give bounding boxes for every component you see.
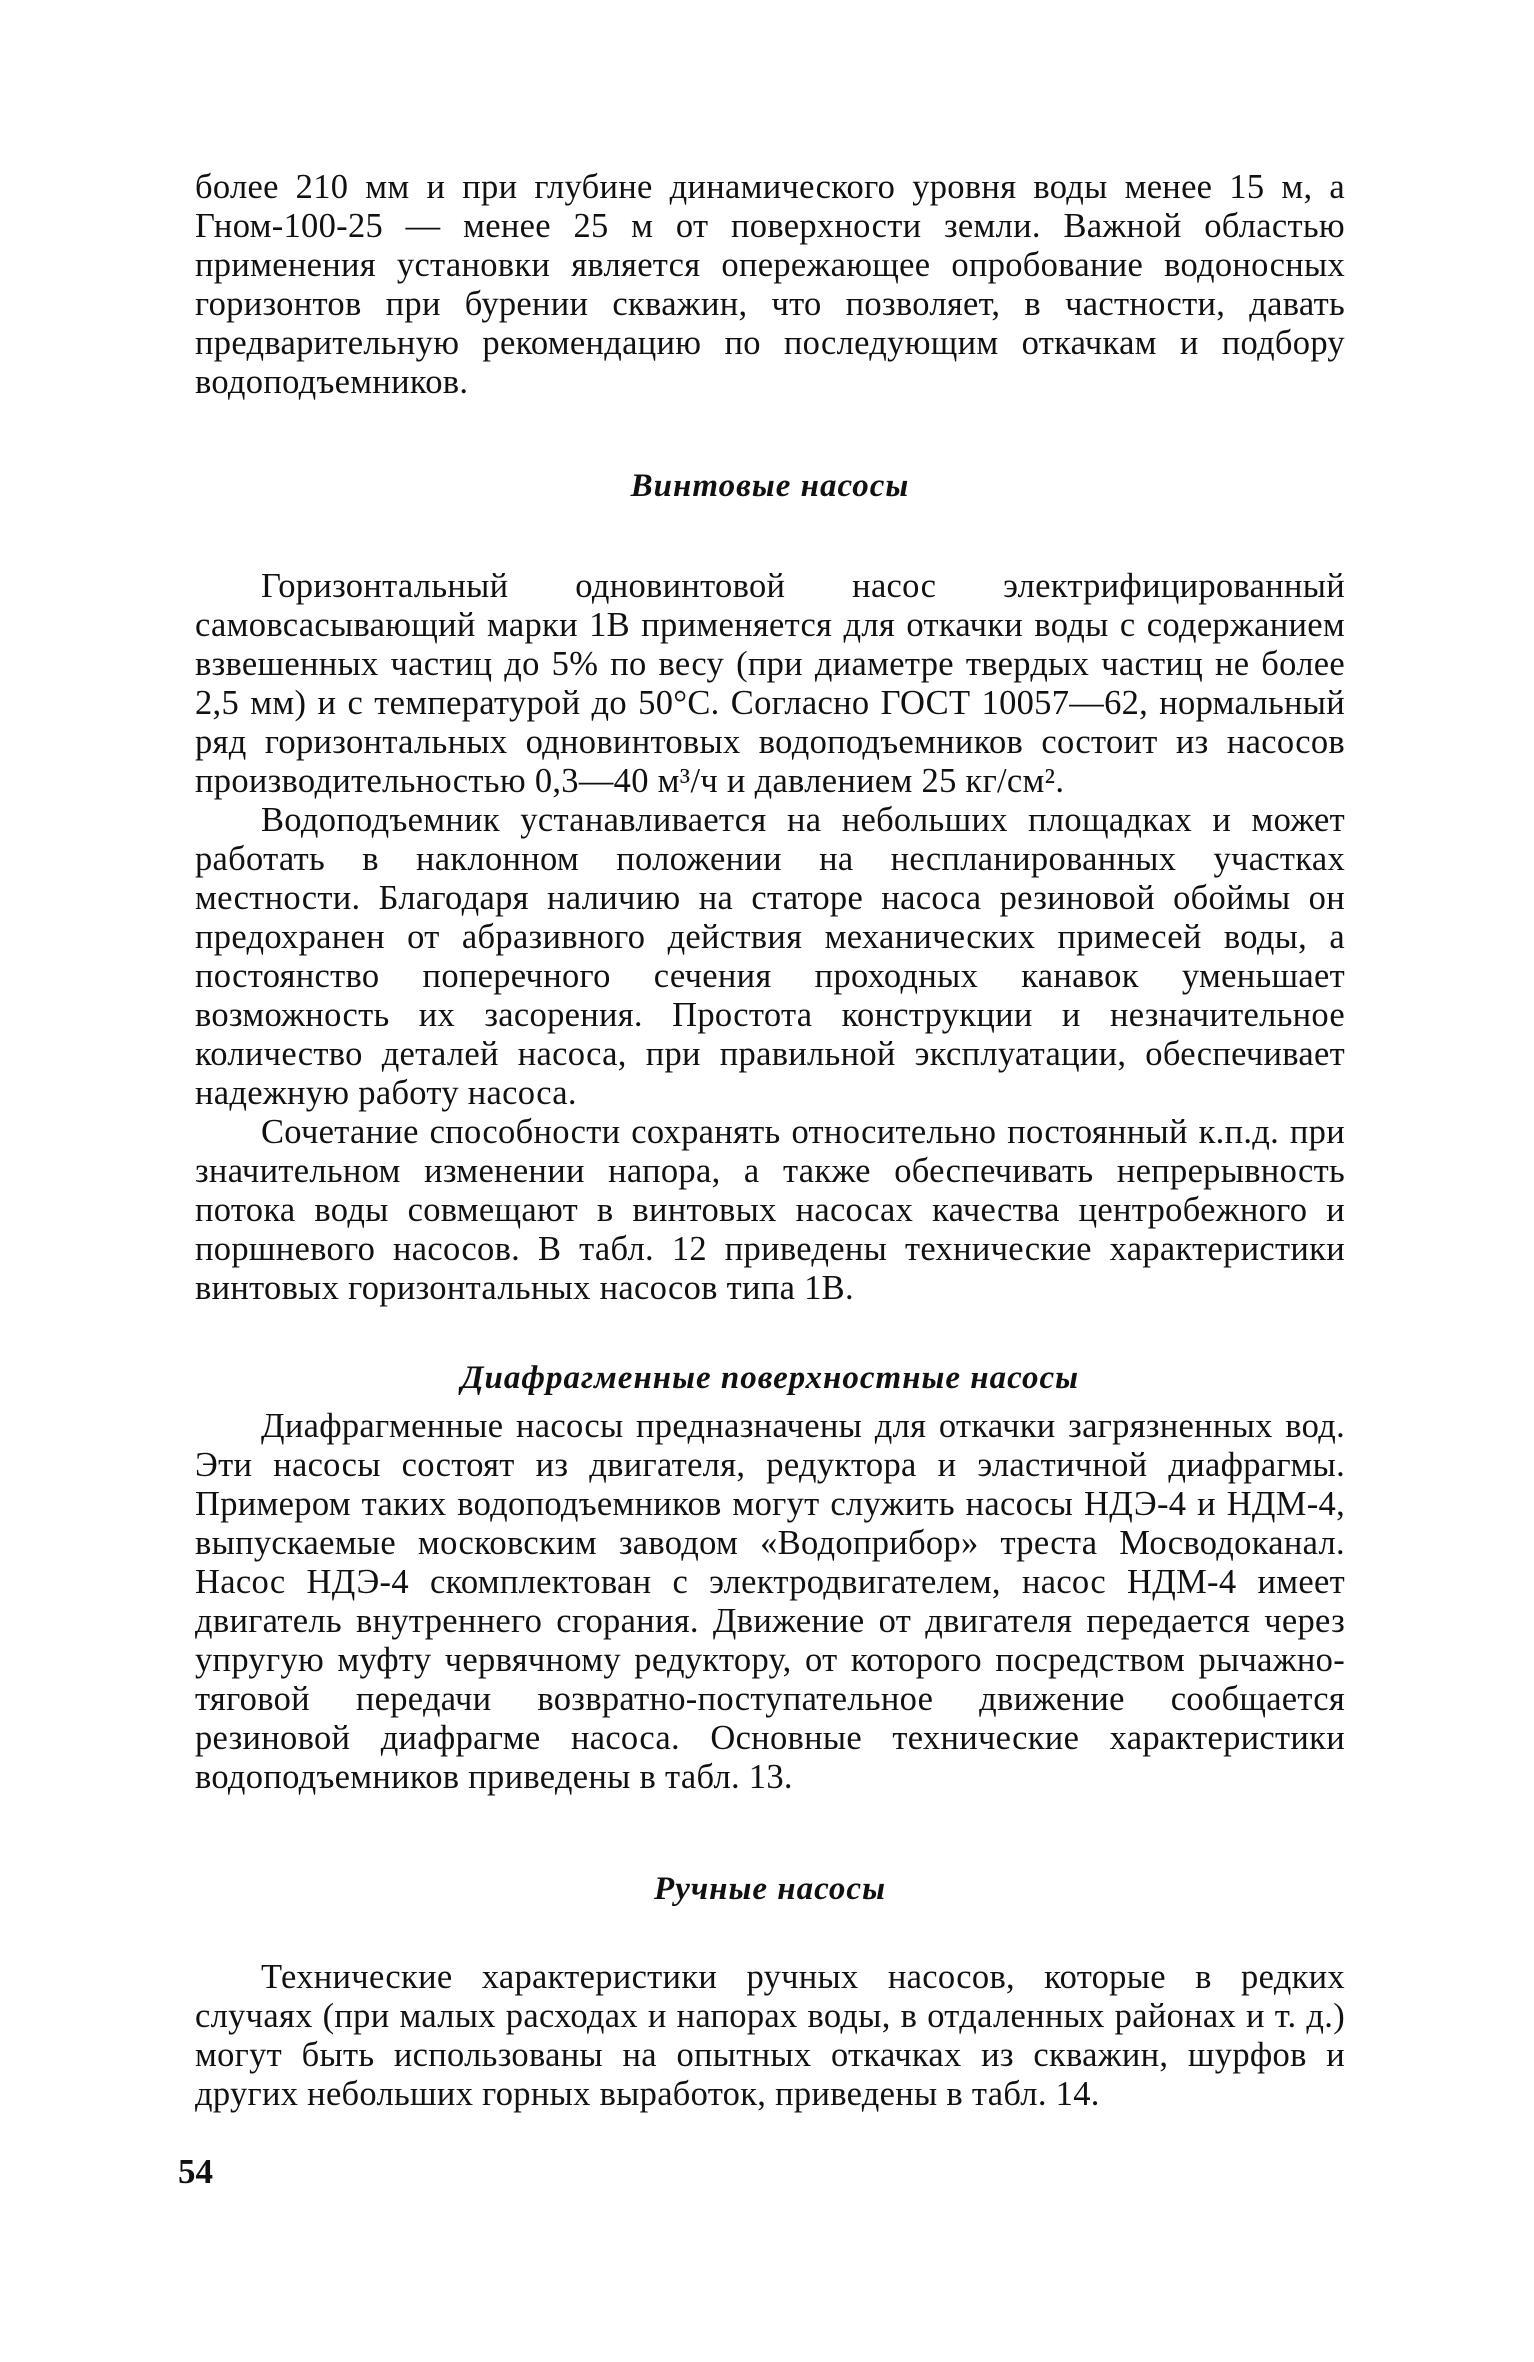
section-heading-screw-pumps: Винтовые насосы: [630, 468, 910, 504]
section-heading-hand-pumps: Ручные насосы: [654, 1871, 886, 1907]
page-number: 54: [178, 2152, 213, 2191]
screw-pumps-paragraph-3: Сочетание способности сохранять относительно постоянный к.п.д. при значительном изменении напора, а также обеспечивать непрерывность потока воды совмещают в винтовых насосах качества центробежного и поршневого насосов. В табл. 12 приведены технические характеристики винтовых горизонтальных насосов типа 1В.: [195, 1113, 1345, 1307]
page-body: [195, 168, 1345, 2114]
hand-pumps-paragraph-1: Технические характеристики ручных насосов, которые в редких случаях (при малых расходах и напорах воды, в отдаленных районах и т. д.) могут быть использованы на опытных откачках из скважин, шурфов и других небольших горных выработок, приведены в табл. 14.: [195, 1958, 1345, 2113]
screw-pumps-paragraph-2: Водоподъемник устанавливается на небольших площадках и может работать в наклонном положении на неспланированных участках местности. Благодаря наличию на статоре насоса резиновой обоймы он предохранен от абразивного действия механических примесей воды, а постоянство поперечного сечения проходных канавок уменьшает возможность их засорения. Простота конструкции и незначительное количество деталей насоса, при правильной эксплуатации, обеспечивает надежную работу насоса.: [195, 801, 1345, 1112]
intro-paragraph: более 210 мм и при глубине динамического уровня воды менее 15 м, а Гном-100-25 — менее 25 м от поверхности земли. Важной областью применения установки является опережающее опробование водоносных горизонтов при бурении скважин, что позволяет, в частности, давать предварительную рекомендацию по последующим откачкам и подбору водоподъемников.: [195, 168, 1345, 401]
diaphragm-pumps-paragraph-1: Диафрагменные насосы предназначены для откачки загрязненных вод. Эти насосы состоят из двигателя, редуктора и эластичной диафрагмы. Примером таких водоподъемников могут служить насосы НДЭ-4 и НДМ-4, выпускаемые московским заводом «Водоприбор» треста Мосводоканал. Насос НДЭ-4 скомплектован с электродвигателем, насос НДМ-4 имеет двигатель внутреннего сгорания. Движение от двигателя передается через упругую муфту червячному редуктору, от которого посредством рычажно-тяговой передачи возвратно-поступательное движение сообщается резиновой диафрагме насоса. Основные технические характеристики водоподъемников приведены в табл. 13.: [195, 1407, 1345, 1796]
screw-pumps-paragraph-1: Горизонтальный одновинтовой насос электрифицированный самовсасывающий марки 1В применяется для откачки воды с содержанием взвешенных частиц до 5% по весу (при диаметре твердых частиц не более 2,5 мм) и с температурой до 50°С. Согласно ГОСТ 10057—62, нормальный ряд горизонтальных одновинтовых водоподъемников состоит из насосов производительностью 0,3—40 м³/ч и давлением 25 кг/см².: [195, 567, 1345, 800]
section-heading-diaphragm-pumps: Диафрагменные поверхностные насосы: [460, 1360, 1079, 1396]
